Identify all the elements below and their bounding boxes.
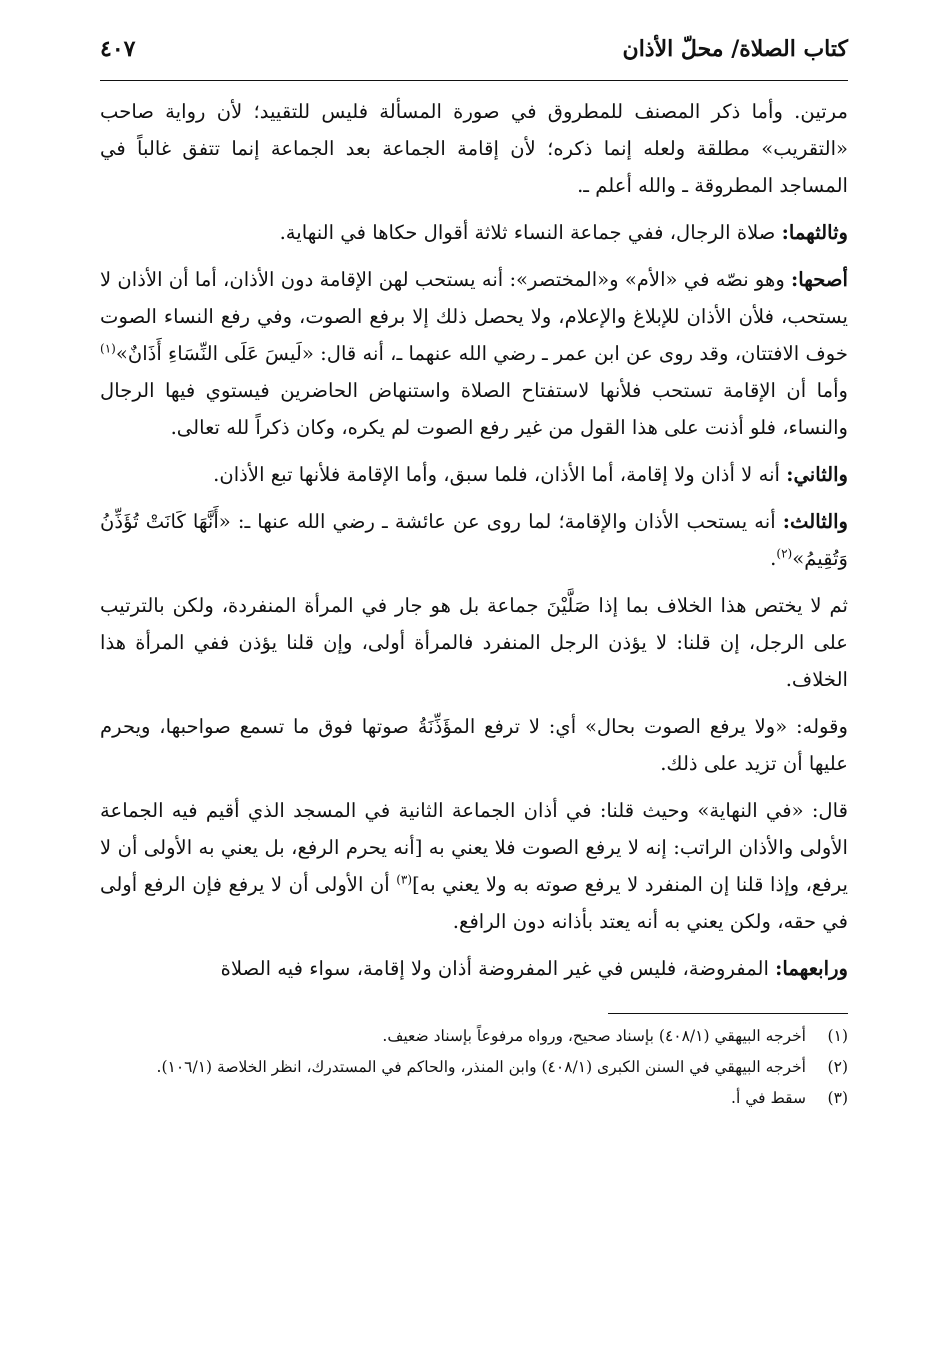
paragraph-lead: أصحها: [791,268,848,291]
paragraph-text: قال: «في النهاية» وحيث قلنا: في أذان الجماعة الثانية في المسجد الذي أقيم فيه الجماعة الأولى والأذان الراتب: إنه لا يرفع الصوت فلا يعني به [أنه يحرم الرفع، بل يعني به الأولى أن لا يرفع، وإذا قلنا إن المنفرد لا يرفع صوته به ولا يعني به] [100,799,848,896]
book-page [100,36,848,1115]
paragraph [100,503,848,577]
footnote-reference[interactable]: (١) [100,341,116,356]
paragraph [100,261,848,446]
paragraph [100,587,848,698]
paragraph [100,708,848,782]
footnote-number: (٣) [827,1089,848,1107]
running-header [100,36,848,76]
footnote-item [100,1053,848,1082]
paragraph-text: المفروضة، فليس في غير المفروضة أذان ولا إقامة، سواء فيه الصلاة [220,957,776,980]
paragraph [100,93,848,204]
paragraph-text: مرتين. وأما ذكر المصنف للمطروق في صورة المسألة فليس للتقييد؛ لأن رواية صاحب «التقريب» مطلقة ولعله إنما ذكره؛ لأن إقامة الجماعة بعد الجماعة إنما تتفق غالباً في المساجد المطروقة ـ والله أعلم ـ. [100,100,848,197]
paragraph-text: ثم لا يختص هذا الخلاف بما إذا صَلَّيْنَ جماعة بل هو جار في المرأة المنفردة، ولكن بالترتيب على الرجل، إن قلنا: لا يؤذن الرجل المنفرد فالمرأة أولى، وإن قلنا يؤذن ففي المرأة هذا الخلاف. [100,594,848,691]
page-number: ٤٠٧ [100,36,136,62]
chapter-title: كتاب الصلاة/ محلّ الأذان [622,36,848,62]
footnote-text: أخرجه البيهقي (٤٠٨/١) بإسناد صحيح، ورواه مرفوعاً بإسناد ضعيف. [382,1027,806,1045]
paragraph-text-continued: وأما أن الإقامة تستحب فلأنها لاستفتاح الصلاة واستنهاض الحاضرين فيستوي فيها الرجال والنساء، فلو أذنت على هذا القول من غير رفع الصوت لم يكره، وكان ذكراً لله تعالى. [100,379,848,439]
paragraph-text: صلاة الرجال، ففي جماعة النساء ثلاثة أقوال حكاها في النهاية. [279,221,782,244]
footnote-number: (٢) [827,1058,848,1076]
paragraph [100,950,848,987]
paragraph-text: أنه يستحب الأذان والإقامة؛ لما روى عن عائشة ـ رضي الله عنها ـ: «أَنَّهَا كَانَتْ تُؤَذِّنُ وَتُقِيمُ» [100,510,848,570]
paragraph [100,792,848,940]
footnote-reference[interactable]: (٢) [776,546,793,561]
paragraph-lead: والثاني: [786,463,848,486]
paragraph [100,456,848,493]
paragraph-text: أنه لا أذان ولا إقامة، أما الأذان، فلما سبق، وأما الإقامة فلأنها تبع الأذان. [213,463,787,486]
footnote-text: سقط في أ. [731,1089,806,1107]
footnote-item [100,1022,848,1051]
paragraph-text: وهو نصّه في «الأم» و«المختصر»: أنه يستحب لهن الإقامة دون الأذان، أما أن الأذان لا يستحب، فلأن الأذان للإبلاغ والإعلام، ولا يحصل ذلك إلا برفع الصوت، وفي رفع النساء الصوت خوف الافتتان، وقد روى عن ابن عمر ـ رضي الله عنهما ـ، أنه قال: «لَيسَ عَلَى النِّسَاءِ أَذَانٌ» [99,268,848,365]
footnotes [100,1022,848,1113]
paragraph-lead: ورابعهما: [775,957,848,980]
paragraph-text-continued: أن الأولى أن لا يرفع فإن الرفع أولى في حقه، ولكن يعني به أنه يعتد بأذانه دون الرافع. [100,873,848,933]
paragraph [100,214,848,251]
paragraph-text-continued: . [770,547,777,570]
footnote-item [100,1084,848,1113]
footnote-text: أخرجه البيهقي في السنن الكبرى (٤٠٨/١) وابن المنذر، والحاكم في المستدرك، انظر الخلاصة (١٠٦/١). [156,1058,806,1076]
body-text [100,93,848,987]
paragraph-lead: والثالث: [782,510,848,533]
header-divider [100,80,848,81]
footnote-number: (١) [827,1027,848,1045]
footnote-divider [608,1013,848,1014]
paragraph-lead: وثالثهما: [781,221,848,244]
footnote-reference[interactable]: (٣) [396,872,413,887]
paragraph-text: وقوله: «ولا يرفع الصوت بحال» أي: لا ترفع المؤَذِّنَةُ صوتها فوق ما تسمع صواحبها، ويحرم عليها أن تزيد على ذلك. [100,715,848,775]
